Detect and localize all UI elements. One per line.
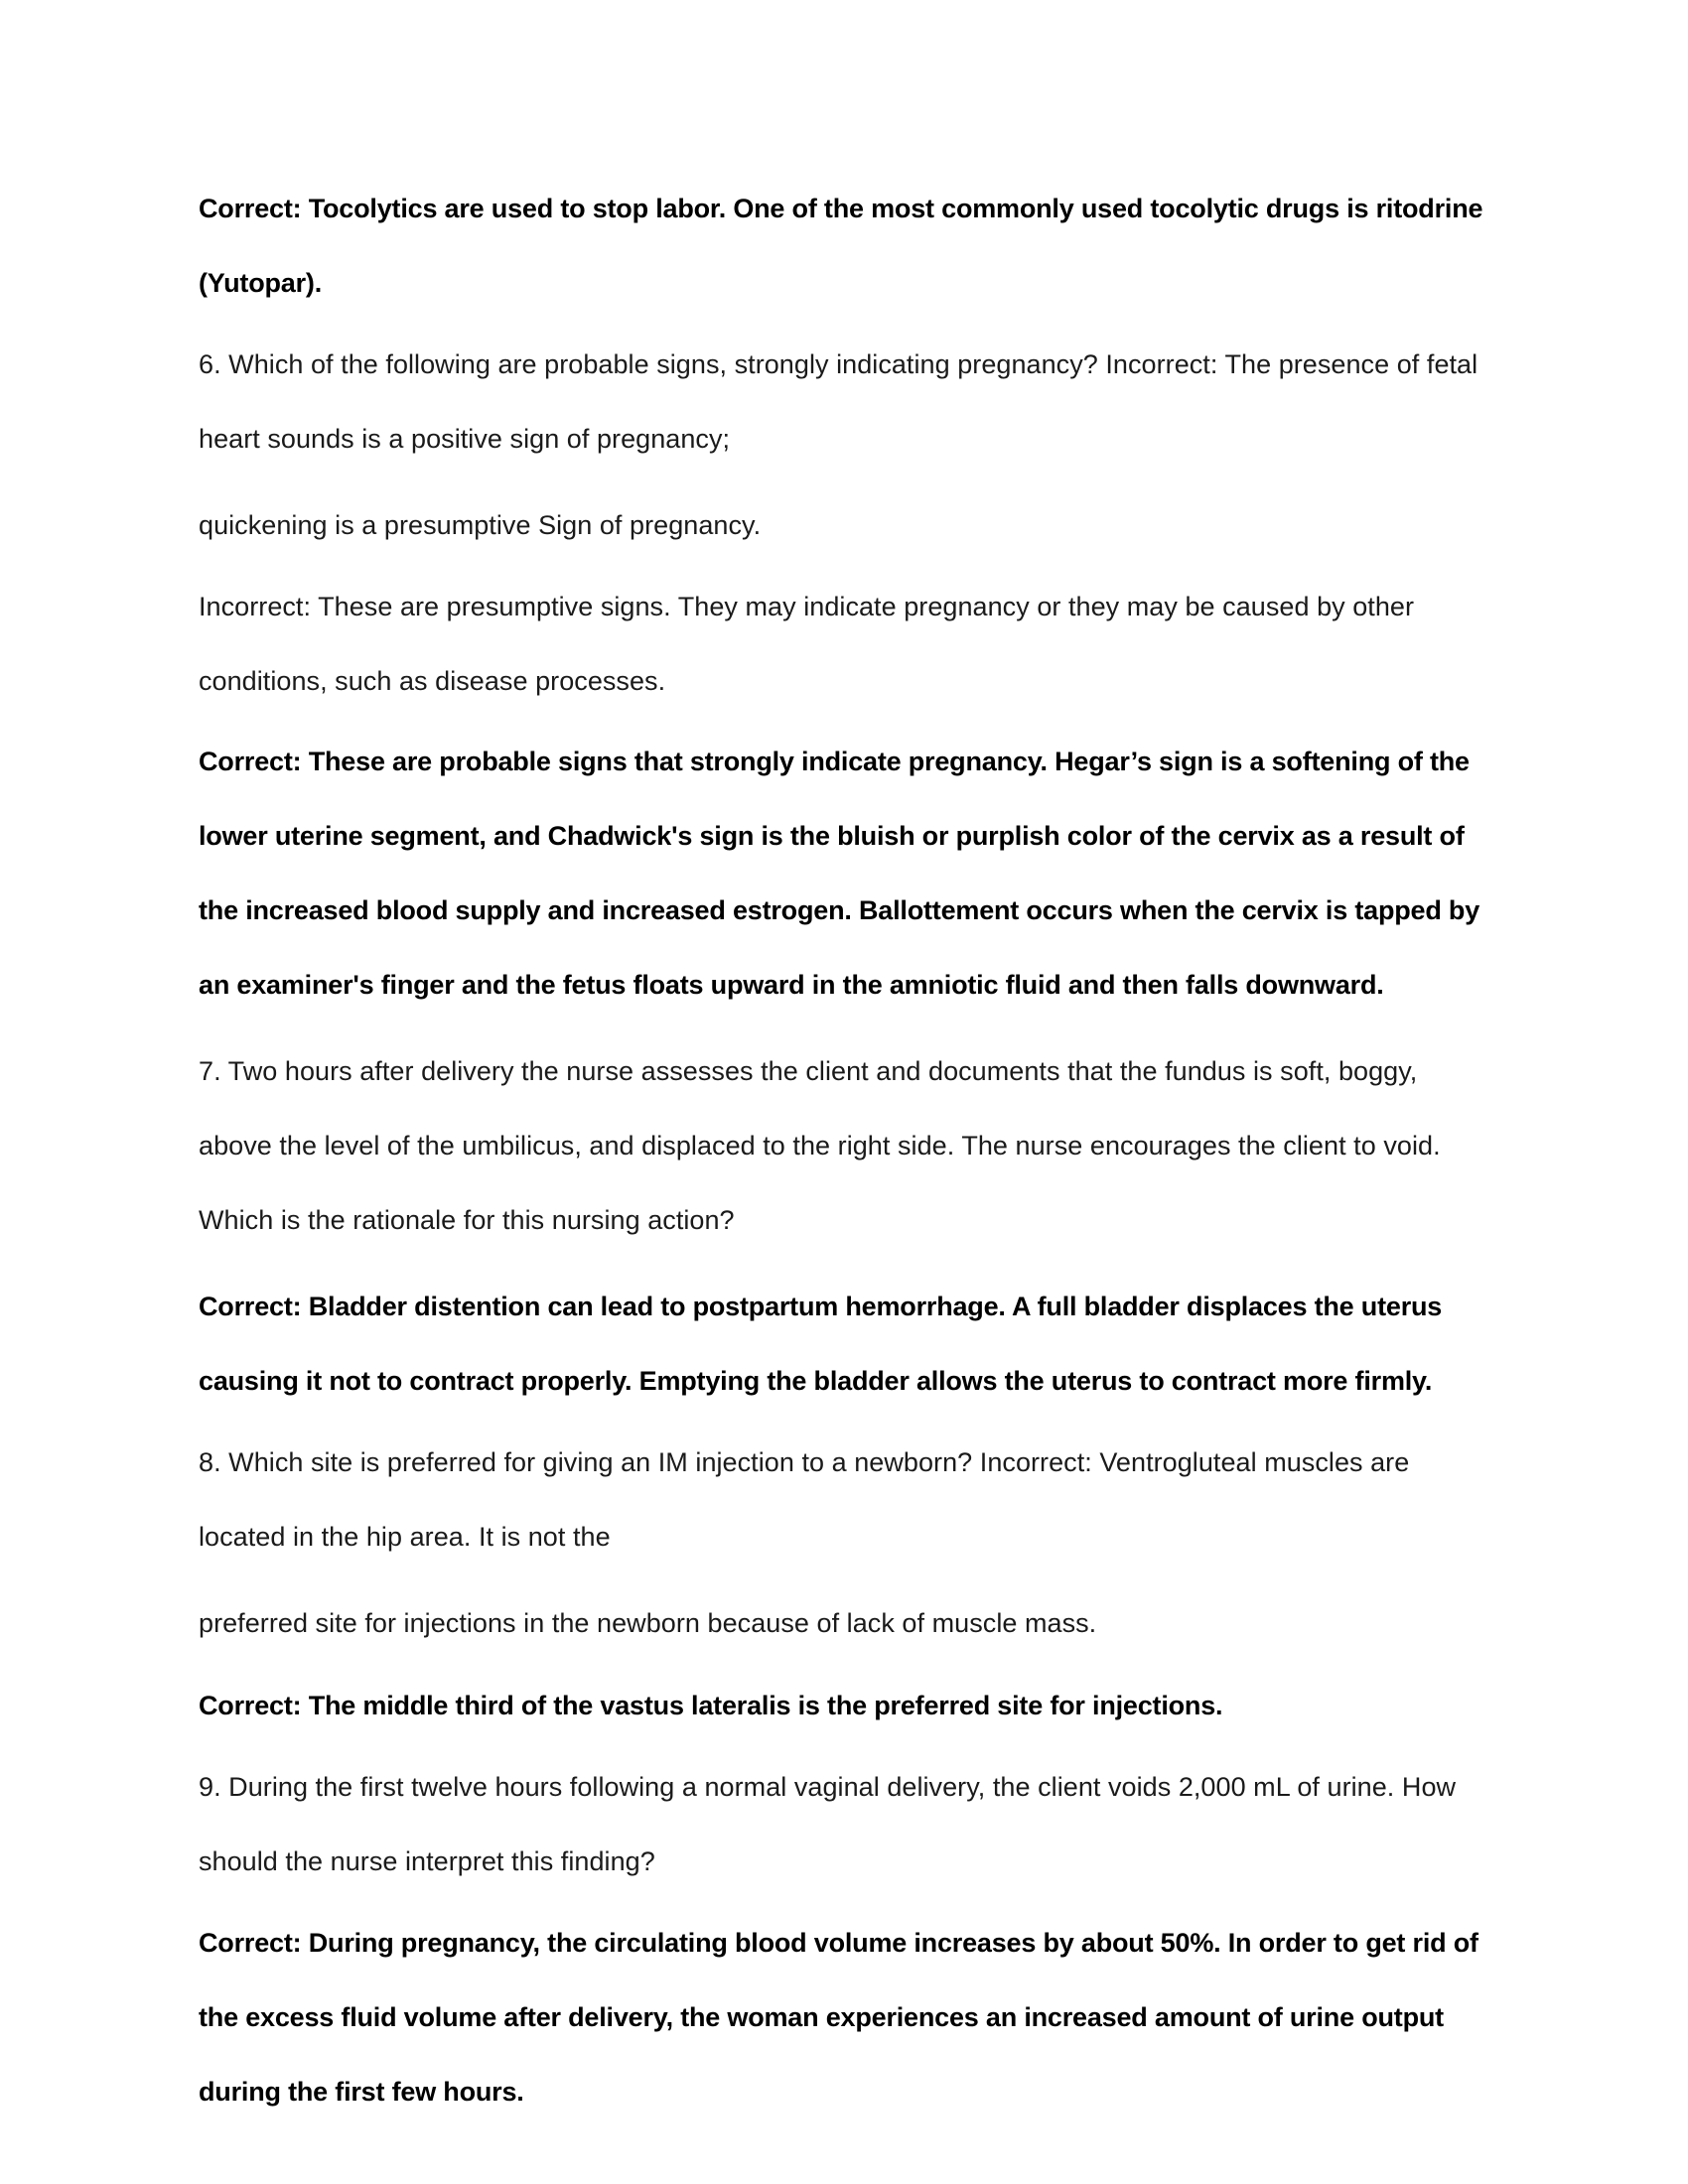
answer-correct-vastus-lateralis: Correct: The middle third of the vastus lateralis is the preferred site for injections.: [199, 1691, 1223, 1720]
question-9-urine-output: 9. During the first twelve hours following a normal vaginal delivery, the client voids 2,000 mL of urine. How should the nurse interpret this finding?: [199, 1772, 1457, 1876]
answer-incorrect-presumptive-signs: Incorrect: These are presumptive signs. They may indicate pregnancy or they may be caused by other conditions, such as disease processes.: [199, 592, 1415, 696]
question-8-im-injection: 8. Which site is preferred for giving an IM injection to a newborn? Incorrect: Ventrogluteal muscles are located in the hip area. It is not the: [199, 1447, 1410, 1552]
answer-correct-tocolytics: Correct: Tocolytics are used to stop labor. One of the most commonly used tocolytic drugs is ritodrine (Yutopar).: [199, 194, 1483, 298]
question-6-quickening-note: quickening is a presumptive Sign of pregnancy.: [199, 510, 762, 540]
question-6-probable-signs: 6. Which of the following are probable signs, strongly indicating pregnancy? Incorrect: The presence of fetal heart sounds is a positive sign of pregnancy;: [199, 349, 1478, 454]
answer-correct-probable-signs: Correct: These are probable signs that strongly indicate pregnancy. Hegar’s sign is a softening of the lower uterine segment, and Chadwick's sign is the bluish or purplish color of the cervix as a result of the increased blood supply and increased estrogen. Ballottement occurs when the cervix is tapped by an examiner's finger and the fetus floats upward in the amniotic fluid and then falls downward.: [199, 747, 1480, 1000]
answer-correct-blood-volume: Correct: During pregnancy, the circulating blood volume increases by about 50%. In order to get rid of the excess fluid volume after delivery, the woman experiences an increased amount of urine output during the first few hours.: [199, 1928, 1478, 2107]
answer-correct-bladder-distention: Correct: Bladder distention can lead to postpartum hemorrhage. A full bladder displaces the uterus causing it not to contract properly. Emptying the bladder allows the uterus to contract more firmly.: [199, 1292, 1443, 1396]
question-7-fundus: 7. Two hours after delivery the nurse assesses the client and documents that the fundus is soft, boggy, above the level of the umbilicus, and displaced to the right side. The nurse encourages the client to void. Which is the rationale for this nursing action?: [199, 1056, 1441, 1235]
question-8-ventrogluteal-note: preferred site for injections in the newborn because of lack of muscle mass.: [199, 1608, 1097, 1638]
